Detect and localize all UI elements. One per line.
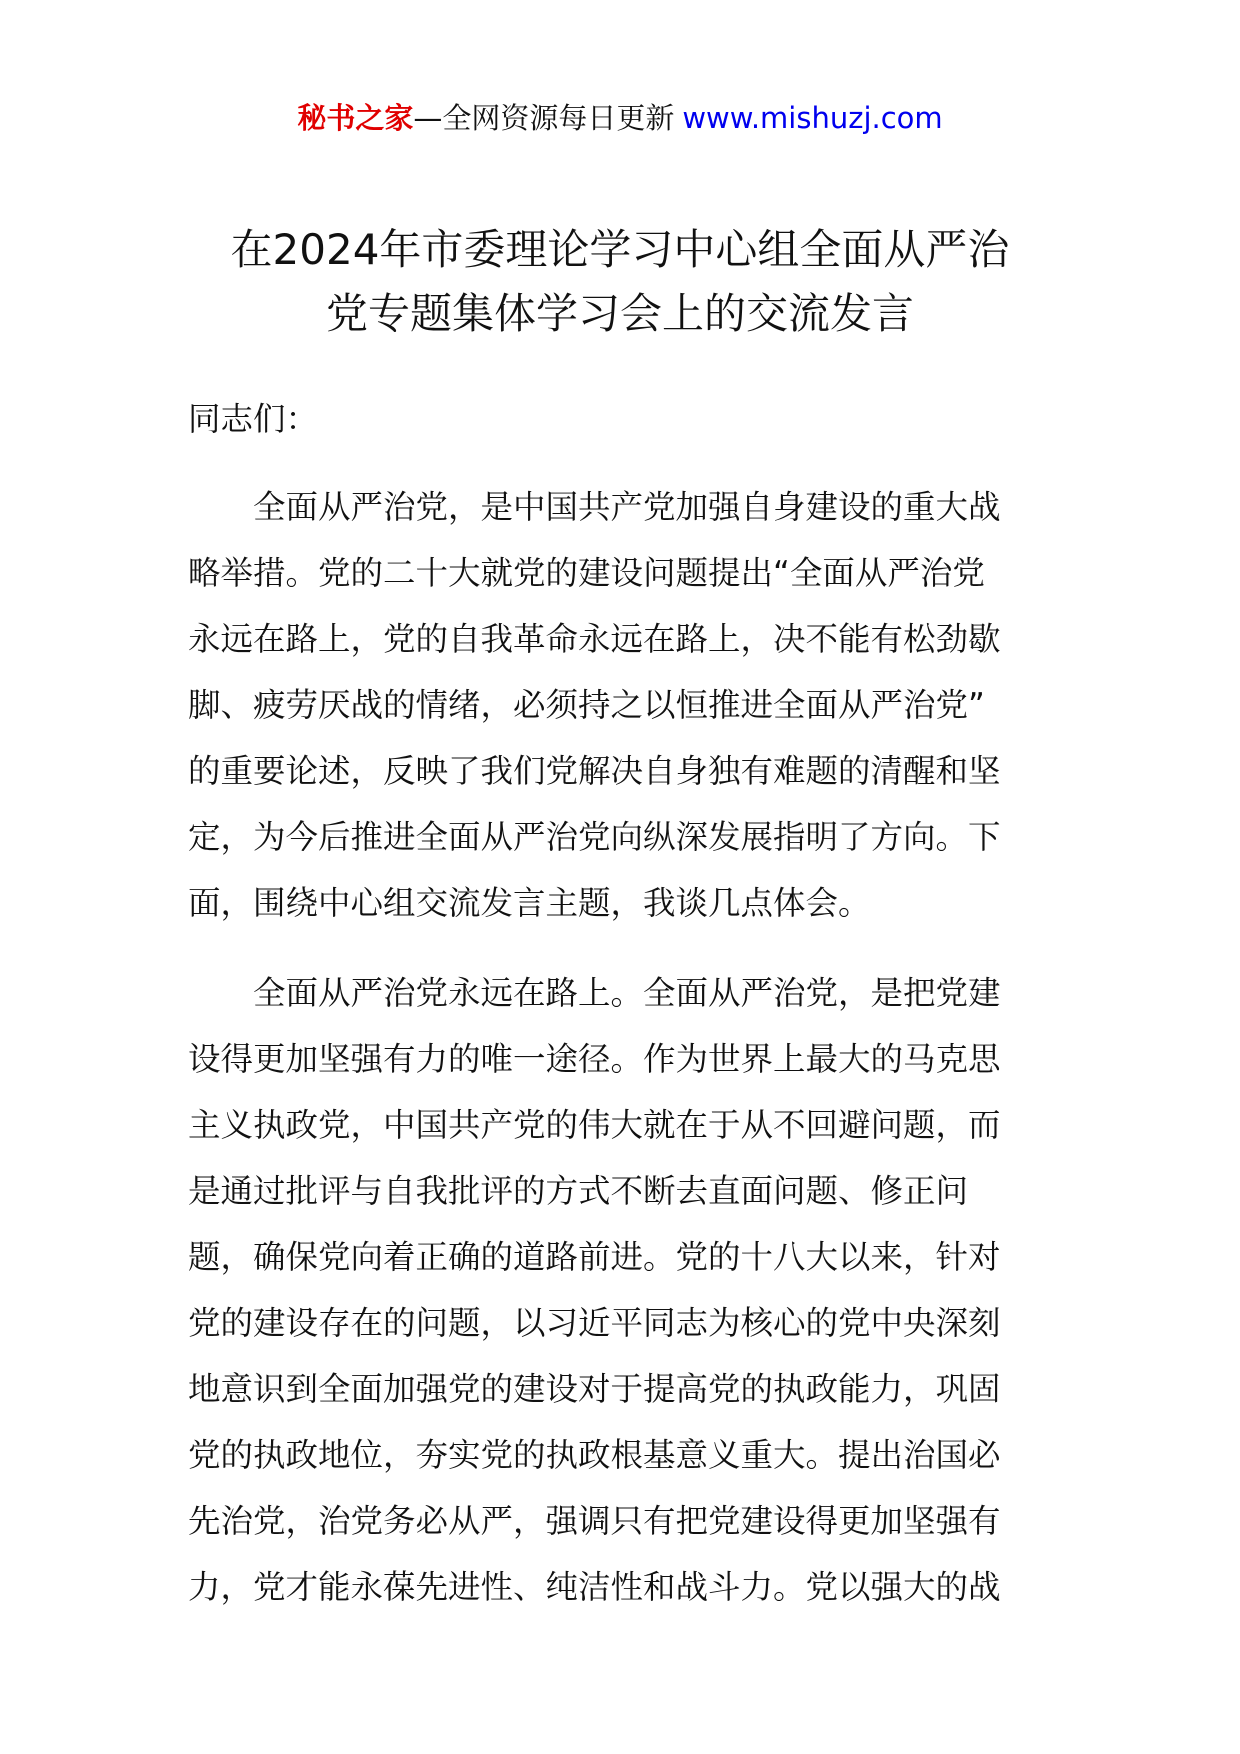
- text-line: 面，围绕中心组交流发言主题，我谈几点体会。: [188, 884, 871, 922]
- site-brand: 秘书之家: [297, 101, 414, 135]
- site-header: [0, 98, 1240, 138]
- site-tagline: —全网资源每日更新: [413, 101, 675, 135]
- text-line: 力，党才能永葆先进性、纯洁性和战斗力。党以强大的战: [188, 1568, 1001, 1606]
- text-line: 定，为今后推进全面从严治党向纵深发展指明了方向。下: [188, 818, 1001, 856]
- text-line: 党的执政地位，夯实党的执政根基意义重大。提出治国必: [188, 1436, 1001, 1474]
- text-line: 脚、疲劳厌战的情绪，必须持之以恒推进全面从严治党”: [188, 686, 985, 724]
- paragraph-2: [188, 960, 1060, 1620]
- text-line: 全面从严治党永远在路上。全面从严治党，是把党建: [188, 974, 1001, 1012]
- text-line: 先治党，治党务必从严，强调只有把党建设得更加坚强有: [188, 1502, 1001, 1540]
- text-line: 是通过批评与自我批评的方式不断去直面问题、修正问: [188, 1172, 969, 1210]
- site-url-link[interactable]: www.mishuzj.com: [682, 101, 943, 135]
- document-title: [160, 218, 1080, 346]
- text-line: 题，确保党向着正确的道路前进。党的十八大以来，针对: [188, 1238, 1001, 1276]
- document-body: [188, 386, 1060, 1644]
- salutation: 同志们：: [188, 400, 319, 438]
- title-line: 在2024年市委理论学习中心组全面从严治: [230, 225, 1010, 274]
- text-line: 略举措。党的二十大就党的建设问题提出“全面从严治党: [188, 554, 985, 592]
- text-line: 设得更加坚强有力的唯一途径。作为世界上最大的马克思: [188, 1040, 1001, 1078]
- text-line: 全面从严治党，是中国共产党加强自身建设的重大战: [188, 488, 1001, 526]
- paragraph-1: [188, 474, 1060, 936]
- text-line: 地意识到全面加强党的建设对于提高党的执政能力，巩固: [188, 1370, 1001, 1408]
- text-line: 主义执政党，中国共产党的伟大就在于从不回避问题，而: [188, 1106, 1001, 1144]
- text-line: 永远在路上，党的自我革命永远在路上，决不能有松劲歇: [188, 620, 1001, 658]
- text-line: 的重要论述，反映了我们党解决自身独有难题的清醒和坚: [188, 752, 1001, 790]
- title-line: 党专题集体学习会上的交流发言: [325, 289, 914, 338]
- text-line: 党的建设存在的问题，以习近平同志为核心的党中央深刻: [188, 1304, 1001, 1342]
